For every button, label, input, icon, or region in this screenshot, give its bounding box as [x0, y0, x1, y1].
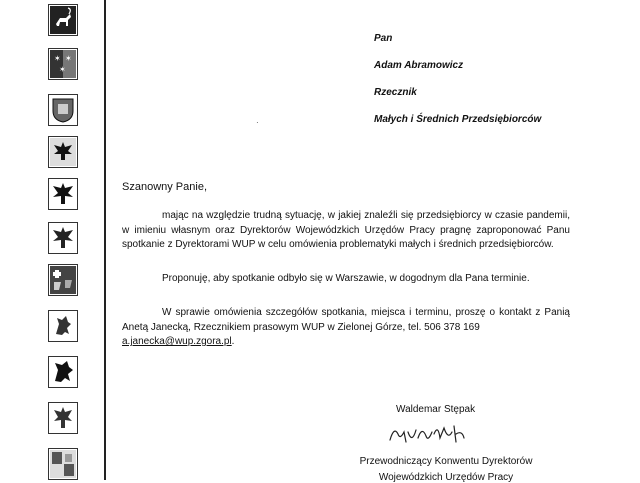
signatory-title-line1: Przewodniczący Konwentu Dyrektorów — [359, 456, 533, 467]
griffin-crest-icon — [48, 310, 78, 342]
paragraph-intro: mając na względzie trudną sytuację, w jakiej znaleźli się przedsiębiorcy w czasie pandemii, w imieniu własnym oraz Dyrektorów Wojewódzkich Urzędów Pracy pragnę zaproponować Panu spotkanie z Dyrektorami WUP w celu omówienia problematyki małych i średnich przedsiębiorców. — [122, 210, 570, 250]
handwritten-signature — [386, 420, 476, 453]
shield-crest-icon — [48, 94, 78, 126]
contact-email-line — [122, 335, 570, 350]
stars-crest-icon — [48, 48, 78, 80]
goat-crest-icon — [48, 4, 78, 36]
scan-mark: · — [256, 118, 259, 127]
eagle-crest-icon — [48, 178, 78, 210]
addressee-title: Pan — [374, 33, 393, 44]
eagle-crest-icon — [48, 136, 78, 168]
email-suffix: . — [231, 336, 235, 347]
paragraph-contact: W sprawie omówienia szczegółów spotkania, miejsca i terminu, proszę o kontakt z Panią Anetą Janecką, Rzecznikiem prasowym WUP w Zielonej Górze, tel. 506 378 169 — [122, 307, 570, 333]
vertical-divider — [104, 0, 106, 480]
cross-crest-icon — [48, 264, 78, 296]
eagle-crest-icon — [48, 222, 78, 254]
signatory-title-line2: Wojewódzkich Urzędów Pracy — [378, 472, 514, 483]
email-link[interactable]: a.janecka@wup.zgora.pl — [122, 336, 232, 347]
svg-text:✶: ✶ — [65, 54, 72, 63]
addressee-position: Rzecznik — [374, 87, 417, 98]
paragraph-proposal: Proponuję, aby spotkanie odbyło się w Warszawie, w dogodnym dla Pana terminie. — [162, 273, 530, 284]
eagle-crest-icon — [48, 402, 78, 434]
signatory-name: Waldemar Stępak — [396, 404, 476, 415]
greeting: Szanowny Panie, — [122, 181, 207, 193]
lion-crest-icon — [48, 448, 78, 480]
addressee-name: Adam Abramowicz — [374, 60, 464, 71]
griffin-crest-icon — [48, 356, 78, 388]
svg-text:✶: ✶ — [54, 54, 61, 63]
addressee-office: Małych i Średnich Przedsiębiorców — [374, 114, 542, 125]
svg-text:✶: ✶ — [59, 65, 66, 74]
